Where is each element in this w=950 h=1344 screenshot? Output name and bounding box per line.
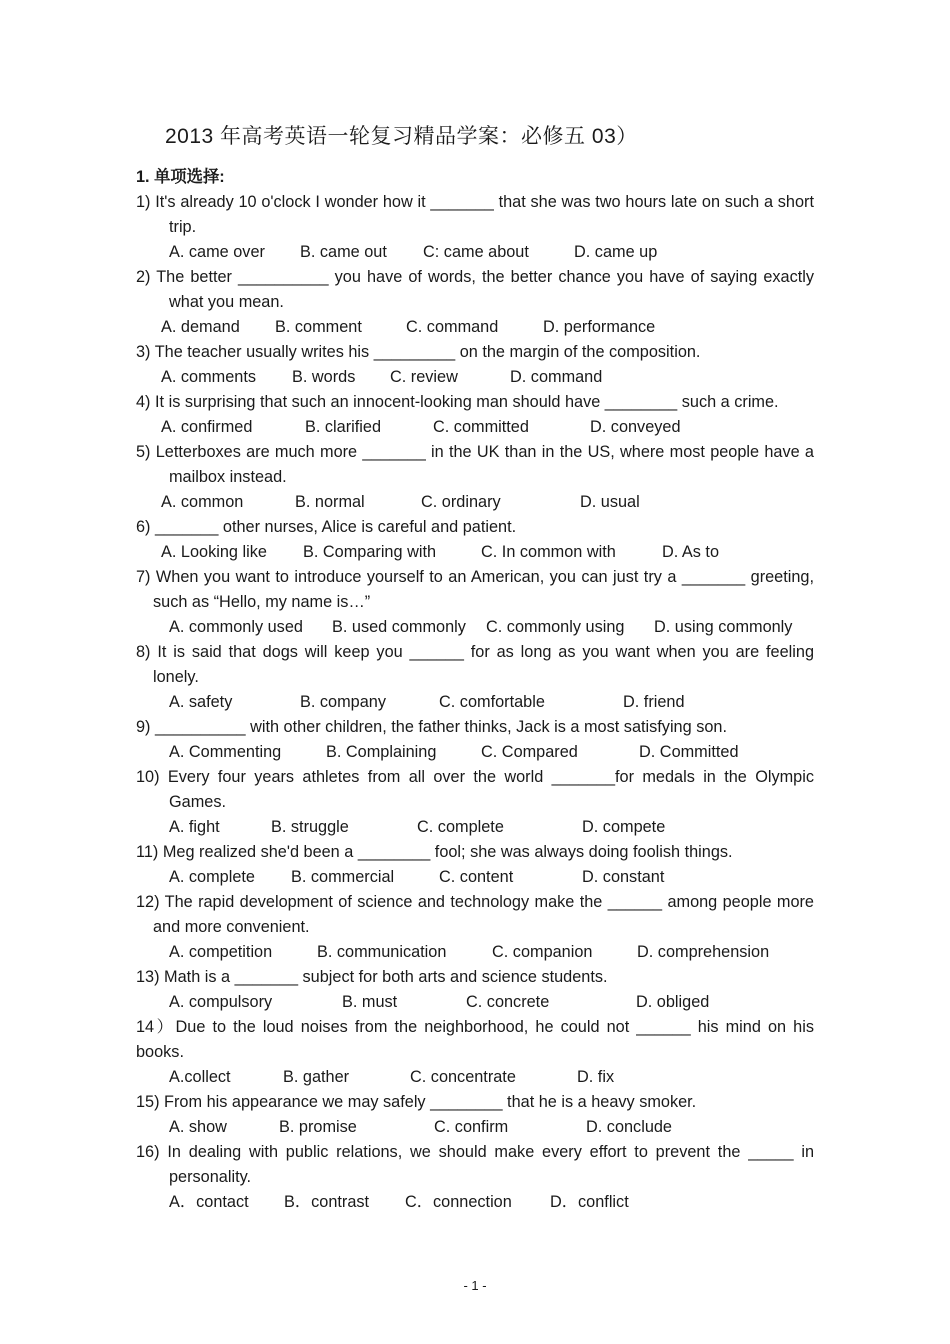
option-c: C: came about: [423, 243, 529, 261]
option-a: A. came over: [169, 243, 265, 261]
option-d: D. command: [510, 368, 603, 386]
option-b: B. clarified: [305, 418, 382, 436]
option-a: A. common: [161, 493, 244, 511]
option-b: B. words: [292, 368, 356, 386]
option-c: C. command: [406, 318, 499, 336]
answer-options: [136, 865, 814, 890]
question-text: 11) Meg realized she'd been a ________ fool; she was always doing foolish things.: [136, 843, 733, 861]
answer-options: [136, 240, 814, 265]
option-c: C. review: [390, 368, 458, 386]
answer-options: [136, 490, 814, 515]
option-a: A. commonly used: [169, 618, 303, 636]
answer-options: [136, 815, 814, 840]
option-b: B. Comparing with: [303, 543, 437, 561]
answer-options: [136, 540, 814, 565]
option-c: C. complete: [417, 818, 504, 836]
option-a: A. comments: [161, 368, 257, 386]
option-a: A．contact: [169, 1193, 249, 1211]
option-a: A. confirmed: [161, 418, 253, 436]
question-text: 13) Math is a _______ subject for both arts and science students.: [136, 968, 608, 986]
option-c: C. Compared: [481, 743, 578, 761]
question-text: 12) The rapid development of science and technology make the ______ among people more and more convenient.: [136, 893, 814, 936]
option-d: D. compete: [582, 818, 666, 836]
option-a: A. show: [169, 1118, 227, 1136]
option-b: B. normal: [295, 493, 365, 511]
option-c: C. commonly using: [486, 618, 625, 636]
question-text: 5) Letterboxes are much more _______ in the UK than in the US, where most people have a mailbox instead.: [136, 443, 814, 486]
option-c: C. concrete: [466, 993, 550, 1011]
answer-options: [136, 940, 814, 965]
option-d: D. As to: [662, 543, 720, 561]
option-a: A. complete: [169, 868, 255, 886]
option-c: C. In common with: [481, 543, 616, 561]
option-b: B. came out: [300, 243, 387, 261]
question-text: 4) It is surprising that such an innocent-looking man should have ________ such a crime.: [136, 393, 779, 411]
answer-options: [136, 1190, 814, 1215]
answer-options: [136, 315, 814, 340]
option-c: C. confirm: [434, 1118, 509, 1136]
answer-options: [136, 365, 814, 390]
question-section: [136, 165, 814, 1215]
option-d: D. using commonly: [654, 618, 793, 636]
question-text: 7) When you want to introduce yourself to an American, you can just try a _______ greeting, such as “Hello, my name is…”: [136, 568, 814, 611]
answer-options: [136, 415, 814, 440]
question-text: 9) __________ with other children, the father thinks, Jack is a most satisfying son.: [136, 718, 727, 736]
option-b: B. struggle: [271, 818, 349, 836]
answer-options: [136, 615, 814, 640]
question-text: 1) It's already 10 o'clock I wonder how it _______ that she was two hours late on such a short trip.: [136, 193, 814, 236]
option-b: B. used commonly: [332, 618, 466, 636]
option-c: C. committed: [433, 418, 529, 436]
option-d: D. fix: [577, 1068, 615, 1086]
option-c: C. companion: [492, 943, 593, 961]
option-d: D. usual: [580, 493, 640, 511]
option-a: A.collect: [169, 1068, 231, 1086]
option-d: D. comprehension: [637, 943, 770, 961]
option-d: D. friend: [623, 693, 685, 711]
option-d: D．conflict: [550, 1193, 629, 1211]
question-text: 16) In dealing with public relations, we should make every effort to prevent the _____ in personality.: [136, 1143, 814, 1186]
question-text: 6) _______ other nurses, Alice is careful and patient.: [136, 518, 517, 536]
option-b: B. must: [342, 993, 398, 1011]
option-a: A. competition: [169, 943, 273, 961]
option-b: B. Complaining: [326, 743, 437, 761]
question-text: 8) It is said that dogs will keep you ______ for as long as you want when you are feeling lonely.: [136, 643, 814, 686]
answer-options: [136, 740, 814, 765]
option-d: D. came up: [574, 243, 658, 261]
answer-options: [136, 1065, 814, 1090]
option-c: C．connection: [405, 1193, 512, 1211]
question-text: 15) From his appearance we may safely ________ that he is a heavy smoker.: [136, 1093, 697, 1111]
option-b: B. promise: [279, 1118, 357, 1136]
option-d: D. conclude: [586, 1118, 672, 1136]
option-a: A. demand: [161, 318, 240, 336]
page-number: - 1 -: [463, 1278, 487, 1293]
option-c: C. content: [439, 868, 514, 886]
option-c: C. comfortable: [439, 693, 545, 711]
question-text: 3) The teacher usually writes his _________ on the margin of the composition.: [136, 343, 701, 361]
option-c: C. ordinary: [421, 493, 501, 511]
option-c: C. concentrate: [410, 1068, 516, 1086]
option-b: B. comment: [275, 318, 362, 336]
option-d: D. obliged: [636, 993, 710, 1011]
answer-options: [136, 990, 814, 1015]
answer-options: [136, 1115, 814, 1140]
option-d: D. conveyed: [590, 418, 681, 436]
option-d: D. Committed: [639, 743, 739, 761]
option-b: B．contrast: [284, 1193, 370, 1211]
document-title: [165, 120, 772, 150]
title-main: 2013 年高考英语一轮复习精品学案：必修五 03）: [165, 125, 638, 148]
option-d: D. performance: [543, 318, 656, 336]
option-a: A. compulsory: [169, 993, 273, 1011]
question-text: 10) Every four years athletes from all over the world _______for medals in the Olympic Games.: [136, 768, 814, 811]
option-d: D. constant: [582, 868, 665, 886]
option-b: B. company: [300, 693, 386, 711]
section-header: 1. 单项选择:: [136, 168, 225, 186]
answer-options: [136, 690, 814, 715]
option-b: B. communication: [317, 943, 447, 961]
option-a: A. fight: [169, 818, 220, 836]
question-text: 14）Due to the loud noises from the neighborhood, he could not ______ his mind on his books.: [136, 1018, 814, 1061]
option-a: A. Commenting: [169, 743, 282, 761]
option-b: B. gather: [283, 1068, 350, 1086]
option-b: B. commercial: [291, 868, 395, 886]
question-text: 2) The better __________ you have of words, the better chance you have of saying exactly what you mean.: [136, 268, 814, 311]
option-a: A. Looking like: [161, 543, 267, 561]
option-a: A. safety: [169, 693, 233, 711]
